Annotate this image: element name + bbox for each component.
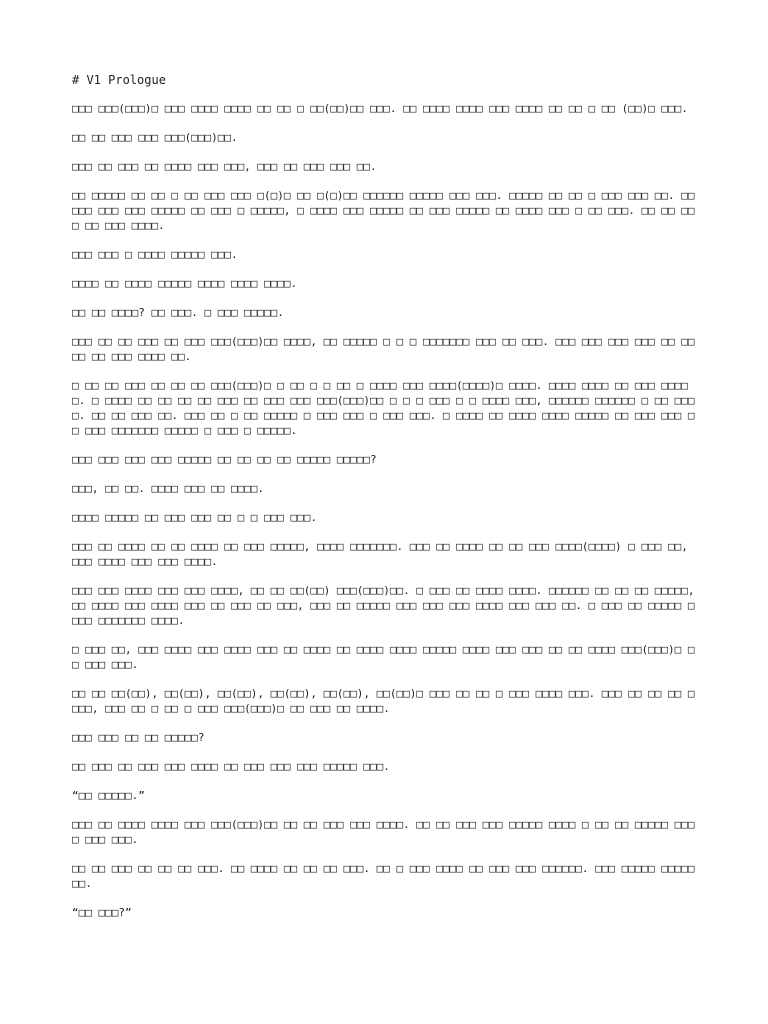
paragraph: □□□ □□□ □□ □□ □□□□□? xyxy=(72,731,205,744)
paragraph: □ □□ □□ □□□ □□ □□ □□ □□□(□□□)□ □ □□ □ □ □□ □ □□□□ □□□ □□□□(□□□□)□ □□□□. □□□□ □□□□ □□ □□□ □□□□□. □ □□□□ □□ □□ □□ □□ □□□ □□ □□□ □□□ □□□(□□□)□□ □ □ □ □□□ □ □ □□□□ □□□, □□□□□□ □□□□□□ □ □□ □□□□. □□ □□ □□□ □□. □□□ □□ □ □□ □□□□□ □ □□□ □□□ □ □□□ □□□. □ □□□□ □□ □□□□ □□□□ □□□□□ □□ □□□ □□□ □□ □□□ □□□□□□□ □□□□□ □ □□□ □ □□□□□. xyxy=(72,379,695,437)
paragraph: “□□ □□□?” xyxy=(72,906,132,919)
paragraph: □□□□ □□□□□ □□ □□□ □□□ □□ □ □ □□□ □□□. xyxy=(72,511,318,524)
paragraph: □□□ □□ □□ □□□ □□ □□□ □□□(□□□)□□ □□□□, □□ □□□□□ □ □ □ □□□□□□□ □□□ □□ □□□. □□□ □□□ □□□ □□□ □□ □□ □□ □□ □□□ □□□□ □□. xyxy=(72,335,695,363)
paragraph: □□ □□□ □□ □□□ □□□ □□□□ □□ □□□ □□□ □□□ □□□□□ □□□. xyxy=(72,760,390,773)
paragraph: □□□ □□□ □□□ □□□ □□□□□ □□ □□ □□ □□ □□□□□ □□□□□? xyxy=(72,453,377,466)
paragraph: □□ □□ □□(□□), □□(□□), □□(□□), □□(□□), □□(□□), □□(□□)□ □□□ □□ □□ □ □□□ □□□□ □□□. □□□ □□ □□ □□ □ □□□, □□□ □□ □ □□ □ □□□ □□□(□□□)□ □□ □□□ □□ □□□□. xyxy=(72,687,695,715)
paragraph: □□□ □□ □□□ □□ □□□□ □□□ □□□, □□□ □□ □□□ □□□ □□. xyxy=(72,160,377,173)
chapter-heading: # V1 Prologue xyxy=(72,73,166,87)
paragraph: □□□ □□□(□□□)□ □□□ □□□□ □□□□ □□ □□ □ □□(□□)□□ □□□. □□ □□□□ □□□□ □□□ □□□□ □□ □□ □ □□ (□□)□ □□□. xyxy=(72,102,688,115)
paragraph: □ □□□ □□, □□□ □□□□ □□□ □□□□ □□□ □□ □□□□ □□ □□□□ □□□□ □□□□□ □□□□ □□□ □□□ □□ □□ □□□□ □□□(□□□)□ □□ □□□ □□□. xyxy=(72,643,695,671)
paragraph: □□□, □□ □□. □□□□ □□□ □□ □□□□. xyxy=(72,482,265,495)
paragraph: □□□ □□□ □□□□ □□□ □□□ □□□□, □□ □□ □□(□□) □□□(□□□)□□. □ □□□ □□ □□□□ □□□□. □□□□□□ □□ □□ □□ □□□□□, □□ □□□□ □□□ □□□□ □□□ □□ □□□ □□ □□□, □□□ □□ □□□□□ □□□ □□□ □□□ □□□□ □□□ □□□ □□. □ □□□ □□ □□□□□ □□□□ □□□□□□□ □□□□. xyxy=(72,584,695,627)
paragraph: □□□□ □□ □□□□ □□□□□ □□□□ □□□□ □□□□. xyxy=(72,277,298,290)
paragraph: □□□ □□ □□□□ □□ □□ □□□□ □□ □□□ □□□□□, □□□□ □□□□□□□. □□□ □□ □□□□ □□ □□ □□□ □□□□(□□□□) □ □□□ □□, □□□ □□□□ □□□ □□□ □□□□. xyxy=(72,540,688,568)
paragraph: □□□ □□ □□□□ □□□□ □□□ □□□(□□□)□□ □□ □□ □□□ □□□ □□□□. □□ □□ □□□ □□□ □□□□□ □□□□ □ □□ □□ □□□□□ □□□□ □□□ □□□. xyxy=(72,818,695,846)
paragraph: □□□ □□□ □ □□□□ □□□□□ □□□. xyxy=(72,248,238,261)
paragraph: “□□ □□□□□.” xyxy=(72,789,145,802)
paragraph: □□ □□ □□□ □□ □□ □□ □□□. □□ □□□□ □□ □□ □□ □□□. □□ □ □□□ □□□□ □□ □□□ □□□ □□□□□□. □□□ □□□□□ □□□□□ □□. xyxy=(72,862,695,890)
paragraph: □□ □□ □□□□? □□ □□□. □ □□□ □□□□□. xyxy=(72,306,284,319)
paragraph: □□ □□□□□ □□ □□ □ □□ □□□ □□□ □(□)□ □□ □(□)□□ □□□□□□ □□□□□ □□□ □□□. □□□□□ □□ □□ □ □□□ □□□ □□. □□ □□□ □□□ □□□ □□□□□ □□ □□□ □ □□□□□, □ □□□□ □□□ □□□□□ □□ □□□ □□□□□ □□ □□□□ □□□ □ □□ □□□. □□ □□ □□□ □□ □□□ □□□□. xyxy=(72,189,695,232)
paragraph: □□ □□ □□□ □□□ □□□(□□□)□□. xyxy=(72,131,238,144)
